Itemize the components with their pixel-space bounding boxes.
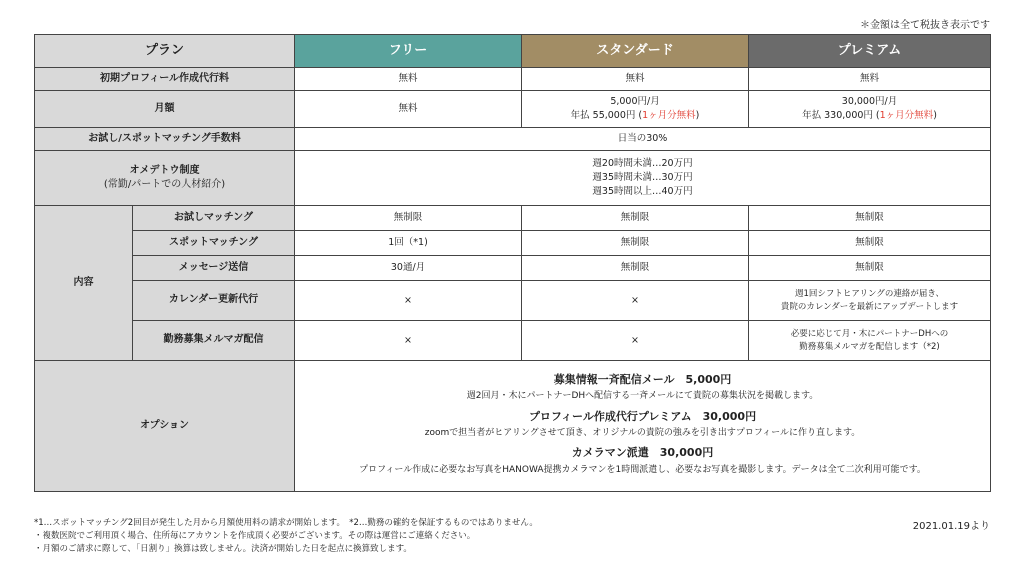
free-cell: 無料 xyxy=(295,68,522,91)
standard-cell: 無料 xyxy=(522,68,749,91)
row-label: 勤務募集メルマガ配信 xyxy=(133,321,295,361)
premium-annual-price: 年払 330,000円 (1ヶ月分無料) xyxy=(802,110,937,121)
standard-plan-header: スタンダード xyxy=(522,35,749,68)
row-label: お試しマッチング xyxy=(133,206,295,231)
effective-date: 2021.01.19より xyxy=(912,521,990,532)
standard-cell: × xyxy=(522,281,749,321)
content-row xyxy=(35,231,991,256)
premium-cell xyxy=(749,91,991,128)
option-title: カメラマン派遣 30,000円 xyxy=(571,446,714,460)
standard-cell: 無制限 xyxy=(522,206,749,231)
row-label: カレンダー更新代行 xyxy=(133,281,295,321)
row-label: オメデトウ制度 (常勤/パートでの人材紹介) xyxy=(35,151,295,206)
option-title: プロフィール作成代行プレミアム 30,000円 xyxy=(528,409,757,423)
premium-cell: 必要に応じて月・木にパートナーDHへの 勤務募集メルマガを配信します（*2) xyxy=(749,321,991,361)
free-cell: × xyxy=(295,321,522,361)
premium-cell: 無制限 xyxy=(749,231,991,256)
monthly-row xyxy=(35,91,991,128)
premium-monthly-price: 30,000円/月 xyxy=(841,96,898,108)
discount-text: 1ヶ月分無料 xyxy=(642,110,696,121)
discount-text: 1ヶ月分無料 xyxy=(879,110,934,121)
option-description: プロフィール作成に必要なお写真をHANOWA提携カメラマンを1時間派遣し、必要なお写真を撮影します。データは全て二次利用可能です。 xyxy=(359,465,926,476)
free-cell: 無制限 xyxy=(295,206,522,231)
standard-cell: × xyxy=(522,321,749,361)
free-cell: 無料 xyxy=(295,91,522,128)
trial-fee-value: 日当の30% xyxy=(295,128,991,151)
footnotes xyxy=(34,517,538,555)
row-label: 初期プロフィール作成代行料 xyxy=(35,68,295,91)
footnote: ・複数医院でご利用頂く場合、住所毎にアカウントを作成頂く必要がございます。その際は運営にご連絡ください。 xyxy=(34,530,476,541)
free-cell: × xyxy=(295,281,522,321)
trial-fee-row xyxy=(35,128,991,151)
pricing-table xyxy=(34,34,991,492)
footnote: ・月額のご請求に際して、「日割り」換算は致しません。決済が開始した日を起点に換算致します。 xyxy=(34,543,412,554)
premium-cell: 無制限 xyxy=(749,206,991,231)
row-label: 月額 xyxy=(35,91,295,128)
content-row xyxy=(35,256,991,281)
header-row xyxy=(35,35,991,68)
content-row xyxy=(35,281,991,321)
tax-note: ＊金額は全て税抜き表示です xyxy=(860,20,990,31)
content-row xyxy=(35,206,991,231)
free-cell: 30通/月 xyxy=(295,256,522,281)
free-plan-header: フリー xyxy=(295,35,522,68)
initial-fee-row xyxy=(35,68,991,91)
content-row xyxy=(35,321,991,361)
footnote: *1…スポットマッチング2回目が発生した月から月額使用料の請求が開始します。 *2…勤務の確約を保証するものではありません。 xyxy=(34,518,538,528)
row-label: スポットマッチング xyxy=(133,231,295,256)
option-description: 週2回月・木にパートナーDHへ配信する一斉メールにて貴院の募集状況を掲載します。 xyxy=(466,391,819,402)
options-label: オプション xyxy=(35,361,295,492)
free-cell: 1回（*1) xyxy=(295,231,522,256)
standard-cell xyxy=(522,91,749,128)
content-group-label: 内容 xyxy=(35,206,133,361)
omedetou-value: 週20時間未満…20万円 週35時間未満…30万円 週35時間以上…40万円 xyxy=(295,151,991,206)
premium-cell: 無料 xyxy=(749,68,991,91)
standard-monthly-price: 5,000円/月 xyxy=(610,96,660,108)
option-description: zoomで担当者がヒアリングさせて頂き、オリジナルの貴院の強みを引き出すプロフィールに作り直します。 xyxy=(424,428,861,439)
standard-cell: 無制限 xyxy=(522,231,749,256)
row-label: メッセージ送信 xyxy=(133,256,295,281)
options-content xyxy=(295,361,991,492)
omedetou-row xyxy=(35,151,991,206)
premium-plan-header: プレミアム xyxy=(749,35,991,68)
standard-cell: 無制限 xyxy=(522,256,749,281)
row-label: お試し/スポットマッチング手数料 xyxy=(35,128,295,151)
standard-annual-price: 年払 55,000円 (1ヶ月分無料) xyxy=(570,110,700,121)
option-title: 募集情報一斉配信メール 5,000円 xyxy=(553,372,732,386)
premium-cell: 週1回シフトヒアリングの連絡が届き、 貴院のカレンダーを最新にアップデートします xyxy=(749,281,991,321)
premium-cell: 無制限 xyxy=(749,256,991,281)
plan-header: プラン xyxy=(35,35,295,68)
options-row xyxy=(35,361,991,492)
